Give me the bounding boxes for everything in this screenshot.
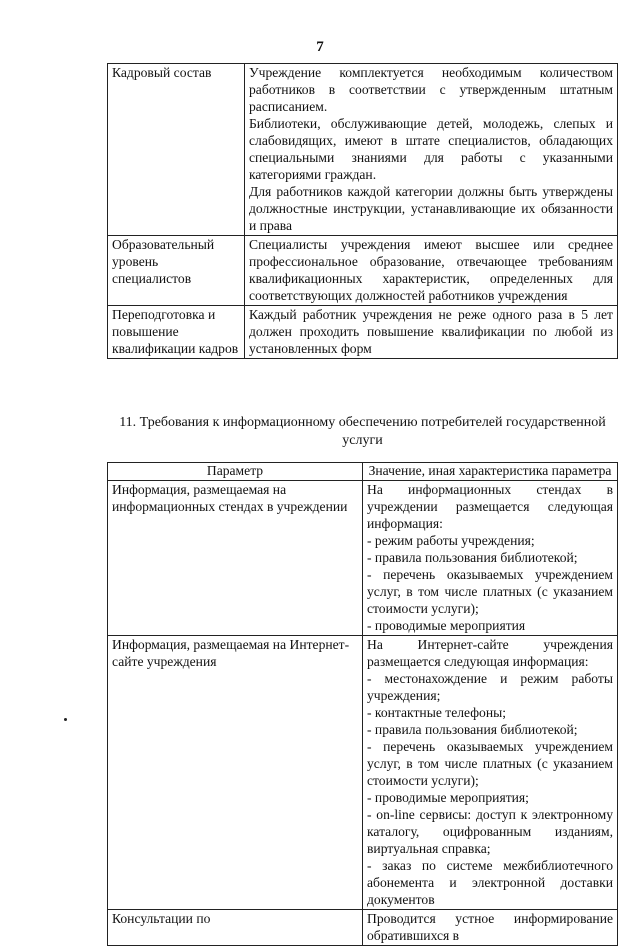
table-row <box>108 635 618 909</box>
paragraph: Каждый работник учреждения не реже одного раза в 5 лет должен проходить повышение квалификации по любой из установленных форм <box>249 306 613 356</box>
line: На информационных стендах в учреждении размещается следующая информация: <box>367 481 613 531</box>
line: - контактные телефоны; <box>367 704 507 720</box>
row-value <box>245 305 618 358</box>
row-label: Кадровый состав <box>108 64 245 236</box>
section-heading: 11. Требования к информационному обеспечению потребителей государственной услуги <box>119 415 606 448</box>
column-header-value: Значение, иная характеристика параметра <box>363 463 618 481</box>
line: - проводимые мероприятия <box>367 617 526 633</box>
row-label: Информация, размещаемая на информационных стендах в учреждении <box>108 480 363 635</box>
row-value <box>245 235 618 305</box>
paragraph: Библиотеки, обслуживающие детей, молодежь, слепых и слабовидящих, имеют в штате специалистов, обладающих специальными знаниями для работы с указанными категориями граждан. <box>249 115 613 182</box>
row-label: Переподготовка и повышение квалификации кадров <box>108 305 245 358</box>
table-row <box>108 235 618 305</box>
line: - перечень оказываемых учреждением услуг, в том числе платных (с указанием стоимости услуги); <box>367 738 613 788</box>
margin-dot <box>64 718 67 721</box>
table-row <box>108 64 618 236</box>
table-row <box>108 305 618 358</box>
line: Проводится устное информирование обратившихся в <box>367 910 613 943</box>
row-value <box>245 64 618 236</box>
line: - правила пользования библиотекой; <box>367 721 578 737</box>
paragraph: Учреждение комплектуется необходимым количеством работников в соответствии с утвержденным штатным расписанием. <box>249 65 613 114</box>
column-header-parameter: Параметр <box>108 463 363 481</box>
row-value <box>363 635 618 909</box>
paragraph: Специалисты учреждения имеют высшее или среднее профессиональное образование, отвечающее требованиям квалификационных характеристик, определенных для соответствующих должностей работников учреждения <box>249 236 613 303</box>
line: - on-line сервисы: доступ к электронному каталогу, оцифрованным изданиям, виртуальная справка; <box>367 806 613 856</box>
staffing-requirements-table <box>107 63 618 359</box>
table-row <box>108 909 618 945</box>
line: - режим работы учреждения; <box>367 532 535 548</box>
line: - перечень оказываемых учреждением услуг, в том числе платных (с указанием стоимости услуги); <box>367 566 613 616</box>
row-label: Консультации по <box>108 909 363 945</box>
line: - правила пользования библиотекой; <box>367 549 578 565</box>
page-number: 7 <box>316 39 324 55</box>
paragraph: Для работников каждой категории должны быть утверждены должностные инструкции, устанавливающие их обязанности и права <box>249 183 613 233</box>
row-value <box>363 909 618 945</box>
line: - проводимые мероприятия; <box>367 789 529 805</box>
line: - местонахождение и режим работы учреждения; <box>367 670 613 703</box>
line: - заказ по системе межбиблиотечного абонемента и электронной доставки документов <box>367 857 613 907</box>
row-label: Образовательный уровень специалистов <box>108 235 245 305</box>
row-value <box>363 480 618 635</box>
table-row <box>108 480 618 635</box>
information-requirements-table <box>107 462 618 946</box>
row-label: Информация, размещаемая на Интернет-сайте учреждения <box>108 635 363 909</box>
line: На Интернет-сайте учреждения размещается следующая информация: <box>367 636 613 669</box>
table-header-row <box>108 463 618 481</box>
